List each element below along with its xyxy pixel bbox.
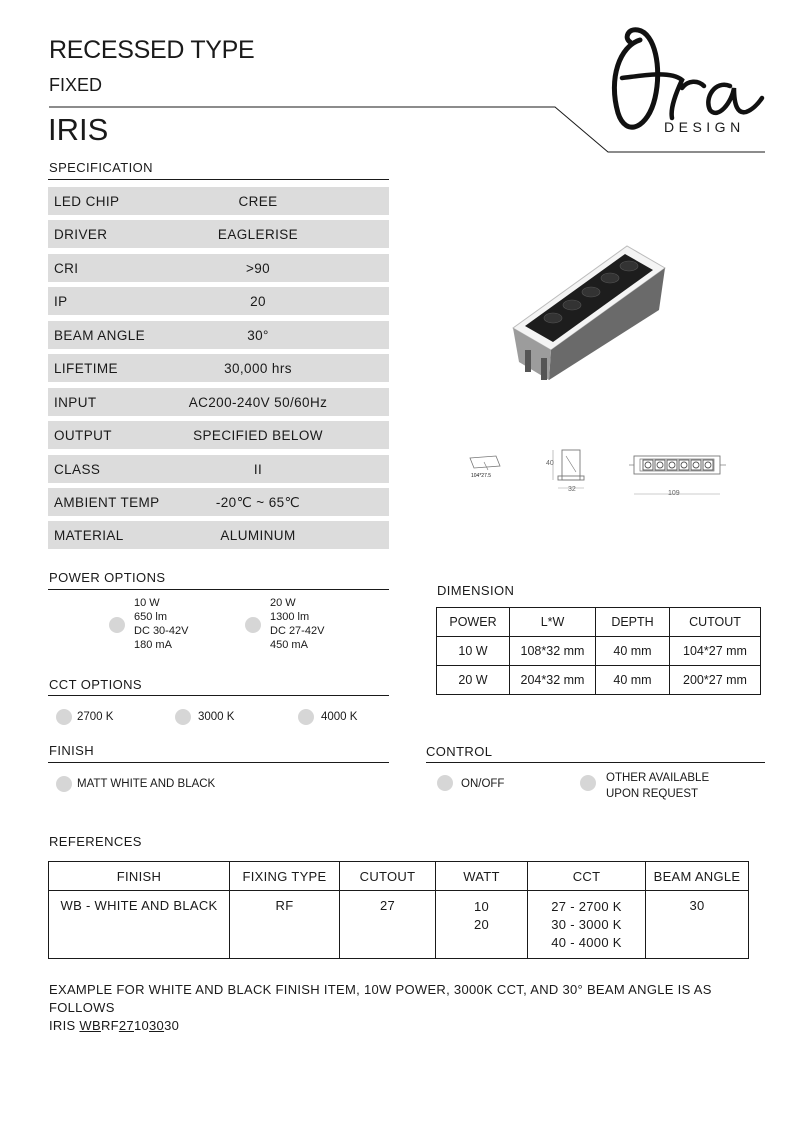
cct-2700-label: 2700 K — [77, 711, 114, 723]
spec-key: BEAM ANGLE — [54, 328, 146, 343]
references-header: CCT — [528, 862, 646, 891]
finish-rule — [48, 762, 389, 763]
spec-key: IP — [54, 294, 68, 309]
spec-row — [48, 187, 389, 215]
spec-row — [48, 388, 389, 416]
spec-value: -20℃ ~ 65℃ — [215, 495, 301, 510]
example-note — [49, 981, 769, 1035]
control-onoff-radio[interactable] — [437, 775, 453, 791]
dimension-cell: 200*27 mm — [670, 666, 761, 695]
spec-row — [48, 521, 389, 549]
dimension-header: L*W — [510, 608, 596, 637]
spec-value: 30° — [247, 328, 269, 343]
spec-key: AMBIENT TEMP — [54, 495, 160, 510]
cct-options-rule — [48, 695, 389, 696]
reference-cct-cell: 27 - 2700 K 30 - 3000 K 40 - 4000 K — [528, 891, 646, 959]
spec-value: II — [253, 462, 263, 477]
references-header: WATT — [436, 862, 528, 891]
dimension-header-row — [437, 608, 761, 637]
dimension-cell: 40 mm — [596, 637, 670, 666]
cct-3000-label: 3000 K — [198, 711, 235, 723]
specification-title: SPECIFICATION — [49, 160, 153, 175]
spec-value: SPECIFIED BELOW — [193, 428, 323, 443]
spec-key: CLASS — [54, 462, 101, 477]
references-header: BEAM ANGLE — [646, 862, 749, 891]
power-option-20w: 20 W 1300 lm DC 27-42V 450 mA — [270, 597, 325, 651]
power-option-20w-radio[interactable] — [245, 617, 261, 633]
spec-key: LIFETIME — [54, 361, 118, 376]
spec-row — [48, 488, 389, 516]
control-other-label: OTHER AVAILABLE UPON REQUEST — [606, 772, 710, 800]
reference-finish-cell: WB - WHITE AND BLACK — [49, 891, 230, 959]
references-table — [48, 861, 749, 959]
cct-4000-label: 4000 K — [321, 711, 358, 723]
dimension-header: DEPTH — [596, 608, 670, 637]
power-option-10w-radio[interactable] — [109, 617, 125, 633]
length-label: 109 — [668, 490, 680, 497]
dimension-cell: 10 W — [437, 637, 510, 666]
reference-cutout-cell: 27 — [340, 891, 436, 959]
references-header: FINISH — [49, 862, 230, 891]
spec-row — [48, 354, 389, 382]
logo-wordmark: DESIGN — [664, 119, 745, 135]
control-title: CONTROL — [426, 744, 493, 759]
spec-row — [48, 421, 389, 449]
dimension-cell: 108*32 mm — [510, 637, 596, 666]
finish-matt-radio[interactable] — [56, 776, 72, 792]
product-title: IRIS — [48, 112, 109, 147]
depth-label: 40 — [546, 460, 554, 467]
table-row — [437, 666, 761, 695]
table-row — [437, 637, 761, 666]
reference-watt-cell: 10 20 — [436, 891, 528, 959]
dimension-cell: 20 W — [437, 666, 510, 695]
example-code: IRIS WBRF27103030 — [49, 1018, 180, 1033]
finish-matt-label: MATT WHITE AND BLACK — [77, 778, 216, 790]
dimension-cell: 204*32 mm — [510, 666, 596, 695]
spec-value: 20 — [250, 294, 266, 309]
spec-row — [48, 321, 389, 349]
power-option-10w: 10 W 650 lm DC 30-42V 180 mA — [134, 597, 189, 651]
control-other-radio[interactable] — [580, 775, 596, 791]
dimension-cell: 40 mm — [596, 666, 670, 695]
specification-rule — [48, 179, 389, 180]
spec-value: 30,000 hrs — [224, 361, 292, 376]
spec-key: MATERIAL — [54, 528, 124, 543]
spec-row — [48, 254, 389, 282]
dimension-header: POWER — [437, 608, 510, 637]
dimension-cell: 104*27 mm — [670, 637, 761, 666]
control-rule — [426, 762, 765, 763]
spec-value: CREE — [238, 194, 278, 209]
spec-key: DRIVER — [54, 227, 108, 242]
reference-fixing-cell: RF — [230, 891, 340, 959]
spec-row — [48, 455, 389, 483]
product-image — [505, 240, 680, 380]
references-header: FIXING TYPE — [230, 862, 340, 891]
finish-title: FINISH — [49, 743, 95, 758]
power-options-title: POWER OPTIONS — [49, 570, 166, 585]
dimension-header: CUTOUT — [670, 608, 761, 637]
spec-key: OUTPUT — [54, 428, 112, 443]
example-text: EXAMPLE FOR WHITE AND BLACK FINISH ITEM, 10W POWER, 3000K CCT, AND 30° BEAM ANGLE IS AS FOLLOWS — [49, 982, 712, 1015]
references-title: REFERENCES — [49, 834, 142, 849]
cct-options-title: CCT OPTIONS — [49, 677, 143, 692]
dimension-title: DIMENSION — [437, 583, 515, 598]
width-label: 32 — [568, 486, 576, 493]
subcategory-title: FIXED — [49, 75, 103, 95]
dimension-table — [436, 607, 761, 695]
spec-value: ALUMINUM — [220, 528, 296, 543]
spec-key: LED CHIP — [54, 194, 120, 209]
table-row — [49, 891, 749, 959]
spec-value: >90 — [245, 261, 271, 276]
spec-value: EAGLERISE — [217, 227, 299, 242]
cct-3000-radio[interactable] — [175, 709, 191, 725]
cutout-label: 104*27.5 — [471, 473, 492, 479]
references-header-row — [49, 862, 749, 891]
category-title: RECESSED TYPE — [49, 36, 255, 64]
reference-beam-cell: 30 — [646, 891, 749, 959]
spec-key: CRI — [54, 261, 79, 276]
spec-row — [48, 220, 389, 248]
spec-key: INPUT — [54, 395, 97, 410]
cct-4000-radio[interactable] — [298, 709, 314, 725]
power-options-rule — [48, 589, 389, 590]
control-onoff-label: ON/OFF — [461, 778, 505, 790]
spec-row — [48, 287, 389, 315]
references-header: CUTOUT — [340, 862, 436, 891]
spec-value: AC200-240V 50/60Hz — [188, 395, 328, 410]
cct-2700-radio[interactable] — [56, 709, 72, 725]
